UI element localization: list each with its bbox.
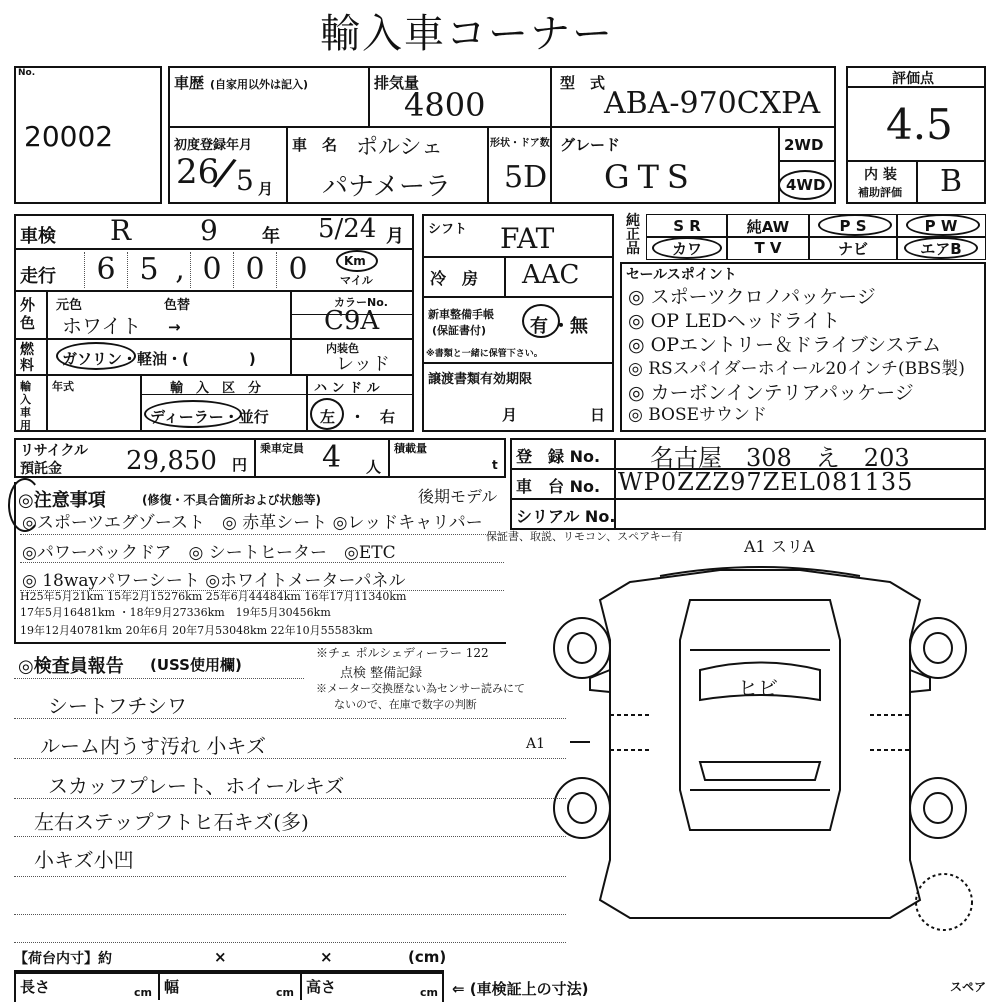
report-side-note: ないので、在庫で数字の判断: [334, 698, 477, 711]
equipment-sr: S R: [646, 214, 728, 238]
diagram-glass-label: ヒビ: [738, 676, 778, 700]
equipment-ps: P S: [808, 214, 898, 238]
sales-points-label: セールスポイント: [626, 267, 737, 283]
manual-sub: (保証書付): [432, 324, 487, 337]
page-title: 輸入車コーナー: [320, 11, 614, 57]
recycle-label1: リサイクル: [20, 443, 89, 459]
model-value: ABA-970CXPA: [604, 86, 821, 121]
notes-side-note: 保証書、取説、リモコン、スペアキー有: [486, 530, 683, 543]
doors-value: 5D: [504, 160, 548, 195]
interior-score-label: 内 装: [864, 167, 897, 183]
report-line: 小キズ小凹: [34, 848, 134, 872]
manual-note: ※書類と一緒に保管下さい。: [426, 349, 543, 359]
equipment-leather-circle: [652, 237, 722, 259]
import-dealer-circle: [144, 400, 242, 428]
fuel-gasoline-circle: [56, 342, 136, 370]
diagram-spare-label: スペア: [950, 980, 987, 994]
mileage-unit-mile: マイル: [340, 274, 373, 287]
lot-number-box: [14, 66, 162, 204]
notes-history-line: 19年12月40781km 20年6月 20年7月53048km 22年10月55583km: [20, 624, 373, 637]
import-section-value: ディーラー・並行: [150, 408, 269, 426]
first-reg-month: 5: [236, 164, 254, 197]
mileage-digit: 0: [233, 252, 276, 288]
cargo-length-unit: cm: [134, 986, 152, 999]
cargo-x1: ×: [214, 948, 227, 966]
color-code-value: C9A: [324, 306, 380, 336]
model-label: 型 式: [560, 74, 606, 92]
report-line: スカッフプレート、ホイールキズ: [48, 774, 345, 798]
interior-score-value: B: [940, 164, 963, 199]
handle-left-circle: [310, 398, 344, 430]
notes-extra: 後期モデル: [418, 487, 498, 506]
ac-label: 冷 房: [430, 269, 479, 288]
equipment-pw: P W: [896, 214, 986, 238]
history-note: (自家用以外は記入): [210, 78, 309, 91]
cargo-width-unit: cm: [276, 986, 294, 999]
manual-no: ・無: [552, 316, 588, 337]
sales-point-item: ◎ OP LEDヘッドライト: [628, 310, 841, 332]
import-year-label: 年式: [52, 380, 74, 393]
shift-value: FAT: [500, 222, 555, 255]
equipment-navi: ナビ: [808, 236, 898, 260]
notes-history-line: 17年5月16481km ・18年9月27336km 19年5月30456km: [20, 606, 331, 619]
equipment-alloy-wheels: 純AW: [726, 214, 810, 238]
capacity-unit: 人: [366, 458, 382, 476]
sales-point-item: ◎ OPエントリー＆ドライブシステム: [628, 334, 942, 356]
notes-sub: (修復・不具合箇所および状態等): [142, 493, 321, 507]
mileage-digit: 0: [190, 252, 233, 288]
capacity-label: 乗車定員: [260, 442, 304, 455]
sales-point-item: ◎ スポーツクロノパッケージ: [628, 286, 876, 308]
import-section-label: 輸 入 区 分: [170, 381, 262, 396]
color-orig-label: 元色: [56, 298, 83, 313]
first-reg-year: 26: [176, 152, 220, 192]
drive-4wd: 4WD: [786, 176, 826, 194]
mileage-unit-circle: [336, 250, 378, 272]
notes-line: ◎パワーバックドア ◎ シートヒーター ◎ETC: [22, 543, 396, 563]
docs-month: 月: [502, 406, 518, 424]
first-reg-label: 初度登録年月: [174, 138, 253, 153]
mileage-digit: 5: [127, 252, 170, 288]
color-label: 外色: [20, 296, 36, 332]
manual-yes-circle: [522, 304, 560, 338]
equipment-ps-circle: [818, 214, 892, 236]
drive-4wd-circle: [778, 170, 832, 200]
chassis-value: WP0ZZZ97ZEL081135: [618, 468, 914, 496]
recycle-unit: 円: [232, 456, 248, 474]
report-line: シートフチシワ: [48, 694, 187, 718]
report-side-note: ※チェ ポルシェディーラー 122: [316, 646, 489, 660]
equipment-airbag: エアB: [896, 236, 986, 260]
equipment-leather: カワ: [646, 236, 728, 260]
fuel-label: 燃料: [20, 342, 34, 374]
report-side-note: ※メーター交換歴ない為センサー読みにて: [316, 682, 525, 695]
diagram-mid-label: A1: [526, 736, 546, 752]
load-unit: t: [492, 458, 498, 472]
equipment-label: 純正品: [626, 213, 640, 257]
handle-value: 左 ・ 右: [320, 408, 396, 426]
history-label: 車歴: [174, 74, 205, 92]
score-value: 4.5: [886, 100, 953, 149]
car-name-label: 車 名: [292, 136, 338, 154]
equipment-pw-circle: [906, 214, 980, 236]
handle-label: ハ ン ド ル: [314, 381, 380, 396]
diagram-top-label: A1 スリA: [744, 537, 815, 556]
load-label: 積載量: [394, 442, 427, 455]
equipment-tv: T V: [726, 236, 810, 260]
mileage-separator: ,: [175, 252, 185, 287]
capacity-value: 4: [322, 440, 342, 475]
cargo-label: 【荷台内寸】約: [14, 951, 112, 967]
chassis-label: 車 台 No.: [516, 477, 601, 496]
cargo-height-unit: cm: [420, 986, 438, 999]
serial-label: シリアル No.: [516, 507, 616, 526]
report-line: 左右ステップフトヒ石キズ(多): [34, 810, 309, 834]
manual-label: 新車整備手帳: [428, 308, 494, 321]
interior-color-value: レッド: [336, 354, 390, 375]
doors-label: 形状・ドア数: [490, 138, 550, 149]
lot-number-label: No.: [18, 68, 36, 78]
car-name-line2: パナメーラ: [322, 172, 451, 202]
displacement-label: 排気量: [374, 74, 420, 92]
cargo-height-label: 高さ: [306, 978, 337, 996]
grade-value: GTS: [604, 158, 697, 196]
notes-label: ◎注意事項: [18, 490, 106, 511]
lot-number-value: 20002: [24, 120, 114, 153]
cargo-unit: (cm): [408, 948, 447, 966]
recycle-label2: 預託金: [20, 461, 62, 477]
mileage-label: 走行: [20, 266, 56, 287]
color-code-label: カラーNo.: [334, 296, 388, 309]
cargo-note: ⇐ (車検証上の寸法): [452, 980, 589, 998]
notes-line: ◎スポーツエグゾースト ◎ 赤革シート ◎レッドキャリパー: [22, 513, 483, 533]
ac-value: AAC: [522, 260, 580, 290]
docs-label: 譲渡書類有効期限: [428, 372, 533, 387]
inspection-era: R: [110, 214, 132, 247]
inspection-month-suffix: 月: [386, 226, 404, 247]
import-label: 輸入車用: [20, 380, 31, 432]
car-diagram: [540, 540, 990, 950]
report-sub: (USS使用欄): [150, 656, 242, 674]
mileage-unit-km: Km: [344, 254, 366, 268]
fuel-options: ガソリン・軽油・( ): [62, 350, 256, 368]
displacement-value: 4800: [404, 86, 486, 124]
inspection-year-suffix: 年: [262, 226, 280, 247]
grade-label: グレード: [560, 136, 621, 154]
score-label: 評価点: [892, 71, 934, 87]
sales-point-item: ◎ カーボンインテリアパッケージ: [628, 382, 914, 404]
equipment-airbag-circle: [904, 237, 978, 259]
cargo-width-label: 幅: [164, 978, 180, 996]
color-change-label: 色替: [164, 298, 191, 313]
cargo-length-label: 長さ: [20, 978, 51, 996]
sales-point-item: ◎ BOSEサウンド: [628, 405, 768, 425]
report-label: ◎検査員報告: [18, 656, 124, 677]
mileage-digit: 6: [84, 252, 127, 288]
notes-line: ◎ 18wayパワーシート ◎ホワイトメーターパネル: [22, 571, 406, 591]
inspection-label: 車検: [20, 226, 56, 247]
inspection-year: 9: [200, 214, 218, 247]
sales-points-list: [628, 282, 984, 425]
mileage-digits: [84, 252, 334, 288]
car-name-line1: ポルシェ: [356, 135, 444, 160]
mileage-digit: 0: [276, 252, 319, 288]
reg-number-value: 名古屋 308 え 203: [650, 444, 910, 472]
recycle-value: 29,850: [126, 446, 217, 476]
first-reg-month-suffix: 月: [258, 180, 274, 198]
date-slash: /: [210, 149, 239, 197]
cargo-x2: ×: [320, 948, 333, 966]
color-orig-value: ホワイト: [62, 314, 142, 338]
sales-point-item: ◎ RSスパイダーホイール20インチ(BBS製): [628, 359, 965, 379]
report-line: ルーム内うす汚れ 小キズ: [40, 734, 266, 758]
shift-label: シフト: [428, 222, 468, 237]
report-side-note: 点検 整備記録: [340, 666, 423, 681]
interior-color-label: 内装色: [326, 342, 359, 355]
drive-2wd: 2WD: [784, 136, 824, 154]
reg-number-label: 登 録 No.: [516, 447, 601, 466]
notes-history-line: H25年5月21km 15年2月15276km 25年6月44484km 16年17月11340km: [20, 590, 407, 603]
cargo-dims-box: [14, 972, 444, 1002]
inspection-date: 5/24: [318, 214, 377, 244]
color-arrow: →: [168, 318, 181, 336]
docs-day: 日: [590, 406, 606, 424]
interior-score-sub: 補助評価: [858, 186, 902, 199]
manual-yes: 有: [530, 316, 548, 337]
